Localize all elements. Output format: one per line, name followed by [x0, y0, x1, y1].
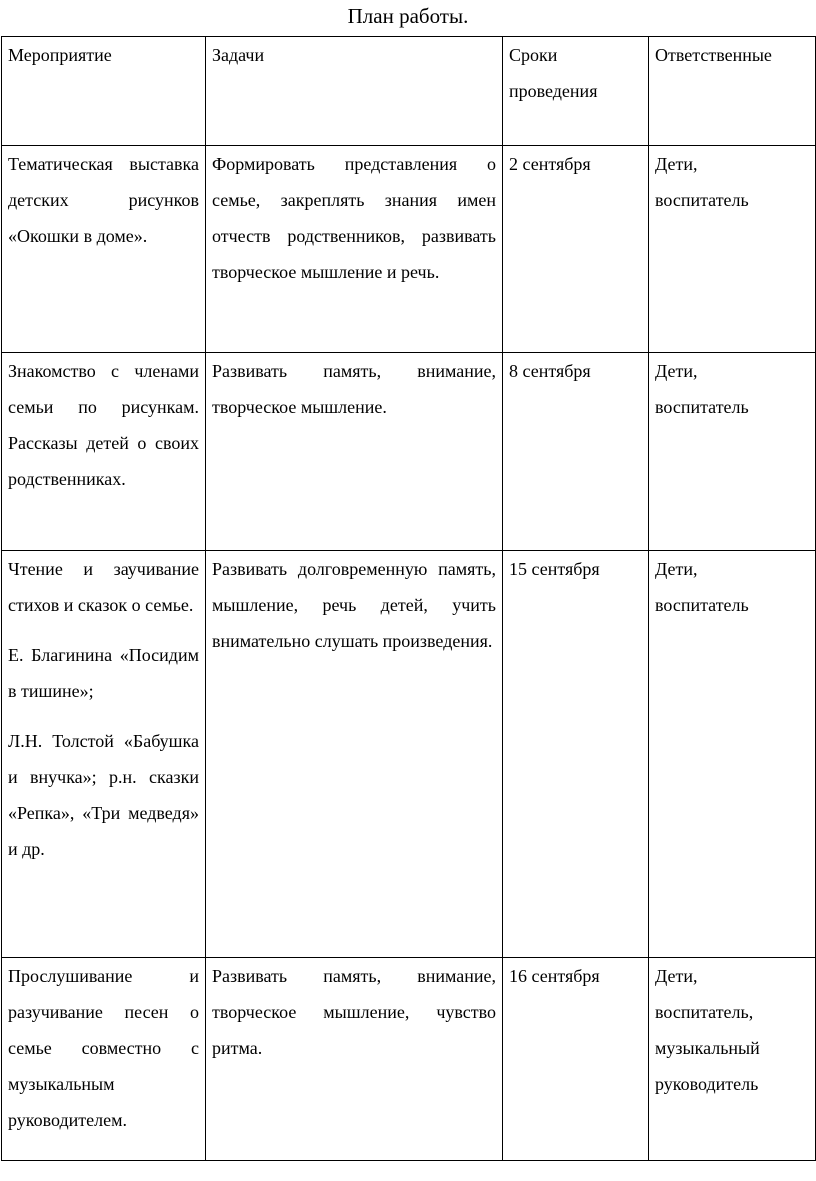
event-cell	[2, 958, 206, 1161]
responsible-text: Дети, воспитатель	[655, 361, 749, 417]
responsible-cell	[649, 551, 816, 958]
header-date	[503, 37, 649, 146]
event-cell	[2, 146, 206, 353]
tasks-cell: Формировать представления о семье, закреплять знания имен отчеств родственников, развивать творческое мышление и речь.	[206, 146, 503, 353]
table-row	[2, 353, 816, 551]
event-text: Л.Н. Толстой «Бабушка и внучка»; р.н. сказки «Репка», «Три медведя» и др.	[8, 731, 199, 859]
table-row	[2, 958, 816, 1161]
responsible-cell	[649, 146, 816, 353]
tasks-cell: Развивать память, внимание, творческое мышление.	[206, 353, 503, 551]
header-date-label: Сроки проведения	[509, 45, 598, 101]
date-cell: 16 сентября	[503, 958, 649, 1161]
event-text: Чтение и заучивание стихов и сказок о семье.	[8, 559, 199, 615]
event-cell	[2, 551, 206, 958]
responsible-text: Дети, воспитатель	[655, 154, 749, 210]
table-row	[2, 146, 816, 353]
header-tasks: Задачи	[206, 37, 503, 146]
event-text: Знакомство с членами семьи по рисункам. Рассказы детей о своих родственниках.	[8, 361, 199, 489]
page-title: План работы.	[347, 4, 469, 28]
table-header-row	[2, 37, 816, 146]
responsible-cell	[649, 958, 816, 1161]
date-cell: 15 сентября	[503, 551, 649, 958]
responsible-cell	[649, 353, 816, 551]
responsible-text: Дети, воспитатель	[655, 559, 749, 615]
date-cell: 8 сентября	[503, 353, 649, 551]
event-text: Тематическая выставка детских рисунков «Окошки в доме».	[8, 154, 199, 246]
date-cell: 2 сентября	[503, 146, 649, 353]
event-text: Прослушивание и разучивание песен о семье совместно с музыкальным руководителем.	[8, 966, 199, 1130]
responsible-text: Дети, воспитатель, музыкальный руководитель	[655, 966, 760, 1094]
header-event: Мероприятие	[2, 37, 206, 146]
event-cell	[2, 353, 206, 551]
event-text: Е. Благинина «Посидим в тишине»;	[8, 645, 199, 701]
header-responsible: Ответственные	[649, 37, 816, 146]
tasks-cell: Развивать память, внимание, творческое мышление, чувство ритма.	[206, 958, 503, 1161]
table-row	[2, 551, 816, 958]
plan-table	[1, 36, 816, 1161]
tasks-cell: Развивать долговременную память, мышление, речь детей, учить внимательно слушать произведения.	[206, 551, 503, 958]
